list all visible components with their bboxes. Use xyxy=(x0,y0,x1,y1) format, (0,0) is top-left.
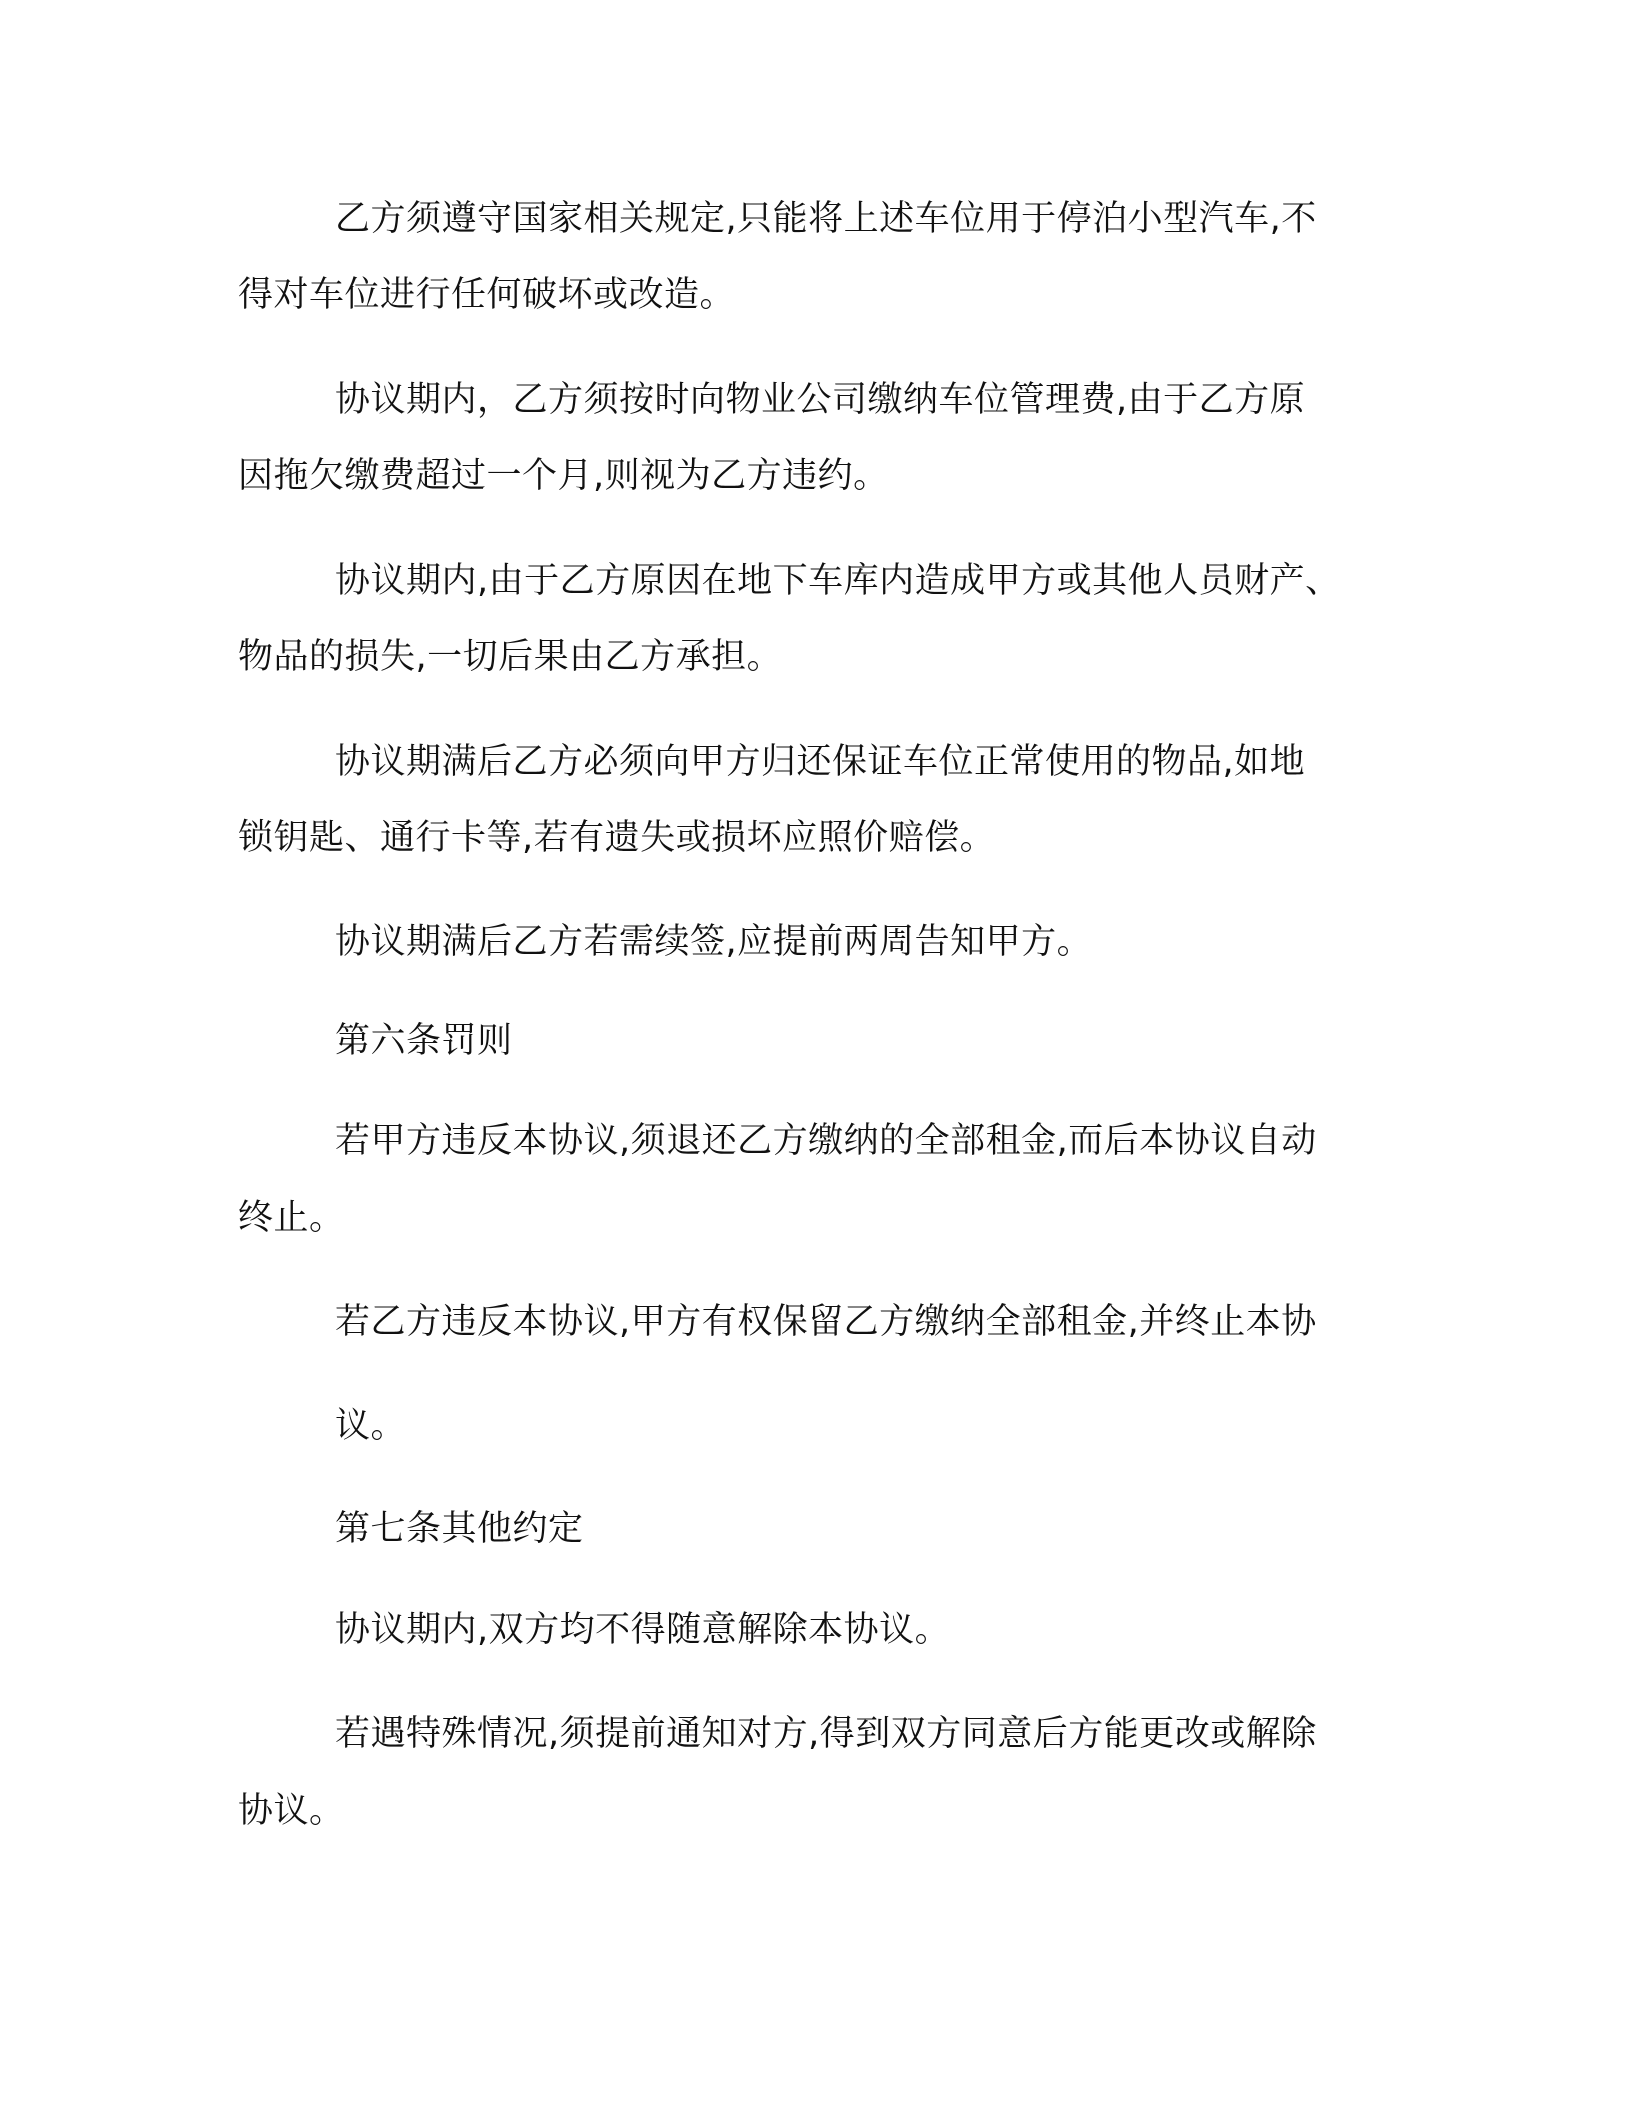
paragraph-line: 若遇特殊情况,须提前通知对方,得到双方同意后方能更改或解除 xyxy=(335,1714,1317,1754)
paragraph-line: 协议期内，乙方须按时向物业公司缴纳车位管理费,由于乙方原 xyxy=(335,380,1306,420)
paragraph-line: 若乙方违反本协议,甲方有权保留乙方缴纳全部租金,并终止本协 xyxy=(335,1302,1317,1342)
paragraph-line: 协议。 xyxy=(238,1791,345,1831)
paragraph-line: 乙方须遵守国家相关规定,只能将上述车位用于停泊小型汽车,不 xyxy=(335,199,1317,239)
paragraph-line: 协议期满后乙方若需续签,应提前两周告知甲方。 xyxy=(335,922,1093,962)
paragraph-line: 物品的损失,一切后果由乙方承担。 xyxy=(238,637,783,677)
paragraph-line: 因拖欠缴费超过一个月,则视为乙方违约。 xyxy=(238,456,889,496)
paragraph-line: 协议期内,由于乙方原因在地下车库内造成甲方或其他人员财产、 xyxy=(335,561,1341,601)
section-heading: 第六条罚则 xyxy=(335,1021,513,1061)
paragraph-line: 议。 xyxy=(335,1406,407,1446)
paragraph-line: 终止。 xyxy=(238,1198,345,1238)
paragraph-line: 协议期内,双方均不得随意解除本协议。 xyxy=(335,1610,951,1650)
paragraph-line: 协议期满后乙方必须向甲方归还保证车位正常使用的物品,如地 xyxy=(335,742,1306,782)
paragraph-line: 若甲方违反本协议,须退还乙方缴纳的全部租金,而后本协议自动 xyxy=(335,1121,1317,1161)
paragraph-line: 得对车位进行任何破坏或改造。 xyxy=(238,275,736,315)
section-heading: 第七条其他约定 xyxy=(335,1509,584,1549)
paragraph-line: 锁钥匙、通行卡等,若有遗失或损坏应照价赔偿。 xyxy=(238,818,996,858)
